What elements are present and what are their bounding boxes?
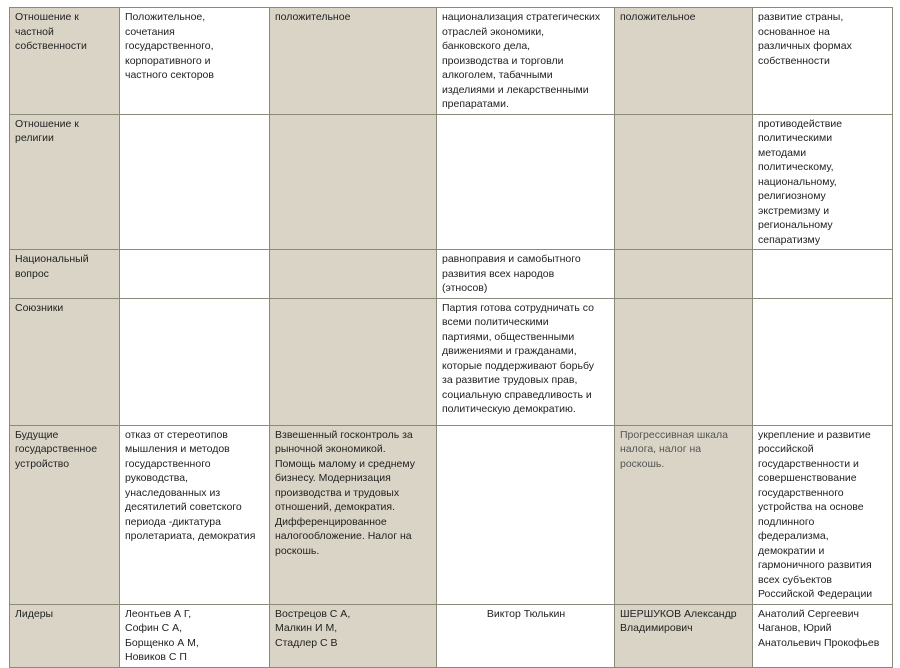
row-label-religion: Отношение к религии <box>10 114 120 250</box>
table-cell: Вострецов С А, Малкин И М, Стадлер С В <box>270 604 437 667</box>
table-cell <box>753 250 893 299</box>
row-label-allies: Союзники <box>10 298 120 425</box>
table-row <box>10 425 893 604</box>
table-row <box>10 298 893 425</box>
table-cell: национализация стратегических отраслей экономики, банковского дела, производства и торговли алкоголем, табачными изделиями и лекарственными препаратами. <box>437 8 615 115</box>
table-cell: Леонтьев А Г, Софин С А, Борщенко А М, Новиков С П <box>120 604 270 667</box>
comparison-table <box>9 7 893 668</box>
table-cell: ШЕРШУКОВ Александр Владимирович <box>615 604 753 667</box>
table-cell: укрепление и развитие российской государственности и совершенствование государственного устройства на основе подлинного федерализма, демократии и гармоничного развития всех субъектов Российской Федерации <box>753 425 893 604</box>
table-cell: положительное <box>270 8 437 115</box>
table-cell: Взвешенный госконтроль за рыночной экономикой. Помощь малому и среднему бизнесу. Модернизация производства и трудовых отношений, демократия. Дифференцированное налогообложение. Налог на роскошь. <box>270 425 437 604</box>
table-cell <box>270 250 437 299</box>
table-cell <box>120 250 270 299</box>
table-cell: Прогрессивная шкала налога, налог на роскошь. <box>615 425 753 604</box>
table-cell <box>437 425 615 604</box>
table-cell: развитие страны, основанное на различных формах собственности <box>753 8 893 115</box>
table-cell <box>120 114 270 250</box>
table-cell <box>615 298 753 425</box>
table-row <box>10 250 893 299</box>
row-label-future-state: Будущие государственное устройство <box>10 425 120 604</box>
table-cell <box>615 250 753 299</box>
table-cell: Партия готова сотрудничать со всеми политическими партиями, общественными движениями и гражданами, которые поддерживают борьбу за развитие трудовых прав, социальную справедливость и политическую демократию. <box>437 298 615 425</box>
row-label-property: Отношение к частной собственности <box>10 8 120 115</box>
row-label-national-question: Национальный вопрос <box>10 250 120 299</box>
table-cell <box>437 114 615 250</box>
table-cell: равноправия и самобытного развития всех народов (этносов) <box>437 250 615 299</box>
table-cell <box>270 298 437 425</box>
table-cell <box>270 114 437 250</box>
table-row <box>10 114 893 250</box>
table-cell <box>615 114 753 250</box>
table-cell: Анатолий Сергеевич Чаганов, Юрий Анатольевич Прокофьев <box>753 604 893 667</box>
table-row <box>10 8 893 115</box>
table-cell: положительное <box>615 8 753 115</box>
table-cell: противодействие политическими методами политическому, национальному, религиозному экстремизму и региональному сепаратизму <box>753 114 893 250</box>
row-label-leaders: Лидеры <box>10 604 120 667</box>
table-cell: отказ от стереотипов мышления и методов государственного руководства, унаследованных из десятилетий советского периода -диктатура пролетариата, демократия <box>120 425 270 604</box>
table-row <box>10 604 893 667</box>
table-cell: Виктор Тюлькин <box>437 604 615 667</box>
table-cell <box>753 298 893 425</box>
table-cell <box>120 298 270 425</box>
table-cell: Положительное, сочетания государственного, корпоративного и частного секторов <box>120 8 270 115</box>
